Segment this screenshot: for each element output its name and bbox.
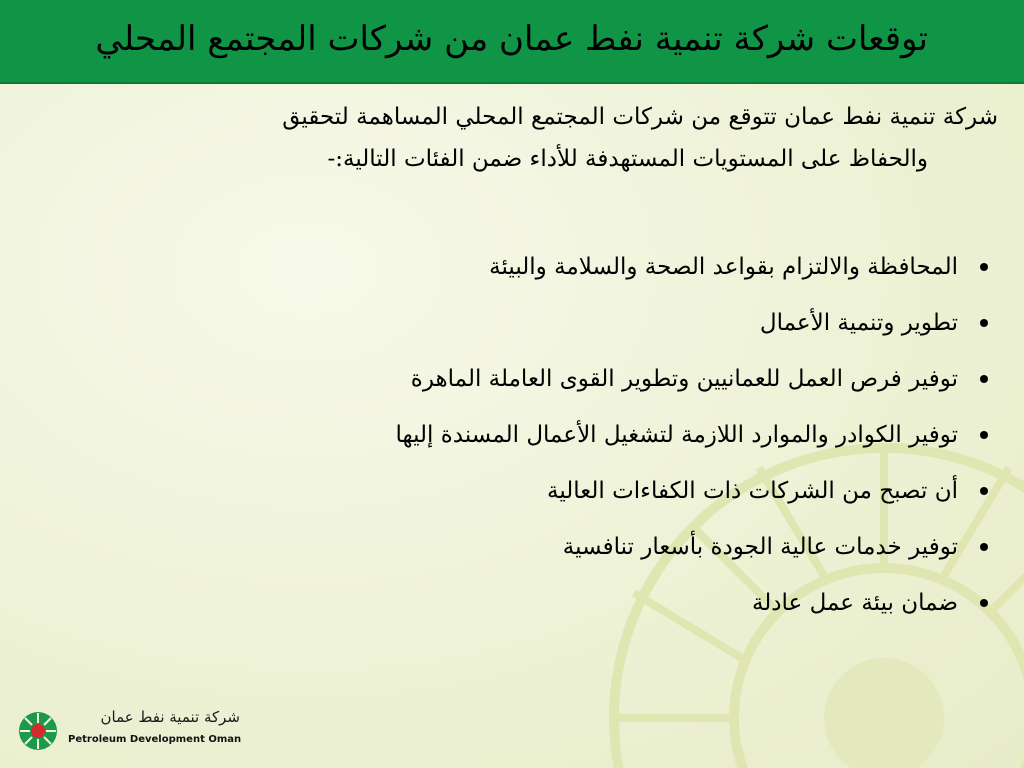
list-item — [92, 252, 992, 308]
bullet-icon — [980, 599, 988, 607]
bullet-icon — [980, 487, 988, 495]
slide-title: توقعات شركة تنمية نفط عمان من شركات المجتمع المحلي — [95, 19, 928, 59]
bullet-icon — [980, 375, 988, 383]
logo-arabic-text: شركة تنمية نفط عمان — [100, 708, 240, 726]
list-item-text: توفير فرص العمل للعمانيين وتطوير القوى العاملة الماهرة — [410, 366, 958, 392]
company-logo — [18, 705, 242, 755]
list-item — [92, 420, 992, 476]
bullet-icon — [980, 431, 988, 439]
list-item-text: تطوير وتنمية الأعمال — [759, 310, 958, 336]
bullet-icon — [980, 319, 988, 327]
list-item — [92, 588, 992, 644]
expectations-list — [92, 252, 992, 644]
intro-paragraph — [38, 96, 998, 180]
list-item-text: ضمان بيئة عمل عادلة — [751, 590, 958, 616]
list-item-text: المحافظة والالتزام بقواعد الصحة والسلامة والبيئة — [489, 254, 958, 280]
pdo-emblem-icon — [18, 711, 58, 751]
list-item-text: أن تصبح من الشركات ذات الكفاءات العالية — [547, 478, 958, 504]
title-bar — [0, 0, 1024, 84]
list-item-text: توفير الكوادر والموارد اللازمة لتشغيل الأعمال المسندة إليها — [395, 422, 958, 448]
logo-english-text: Petroleum Development Oman — [68, 734, 242, 745]
list-item-text: توفير خدمات عالية الجودة بأسعار تنافسية — [562, 534, 958, 560]
list-item — [92, 308, 992, 364]
bullet-icon — [980, 543, 988, 551]
bullet-icon — [980, 263, 988, 271]
intro-line-1: شركة تنمية نفط عمان تتوقع من شركات المجتمع المحلي المساهمة لتحقيق — [282, 104, 998, 130]
list-item — [92, 364, 992, 420]
list-item — [92, 476, 992, 532]
list-item — [92, 532, 992, 588]
intro-line-2: والحفاظ على المستويات المستهدفة للأداء ضمن الفئات التالية:- — [327, 146, 928, 172]
